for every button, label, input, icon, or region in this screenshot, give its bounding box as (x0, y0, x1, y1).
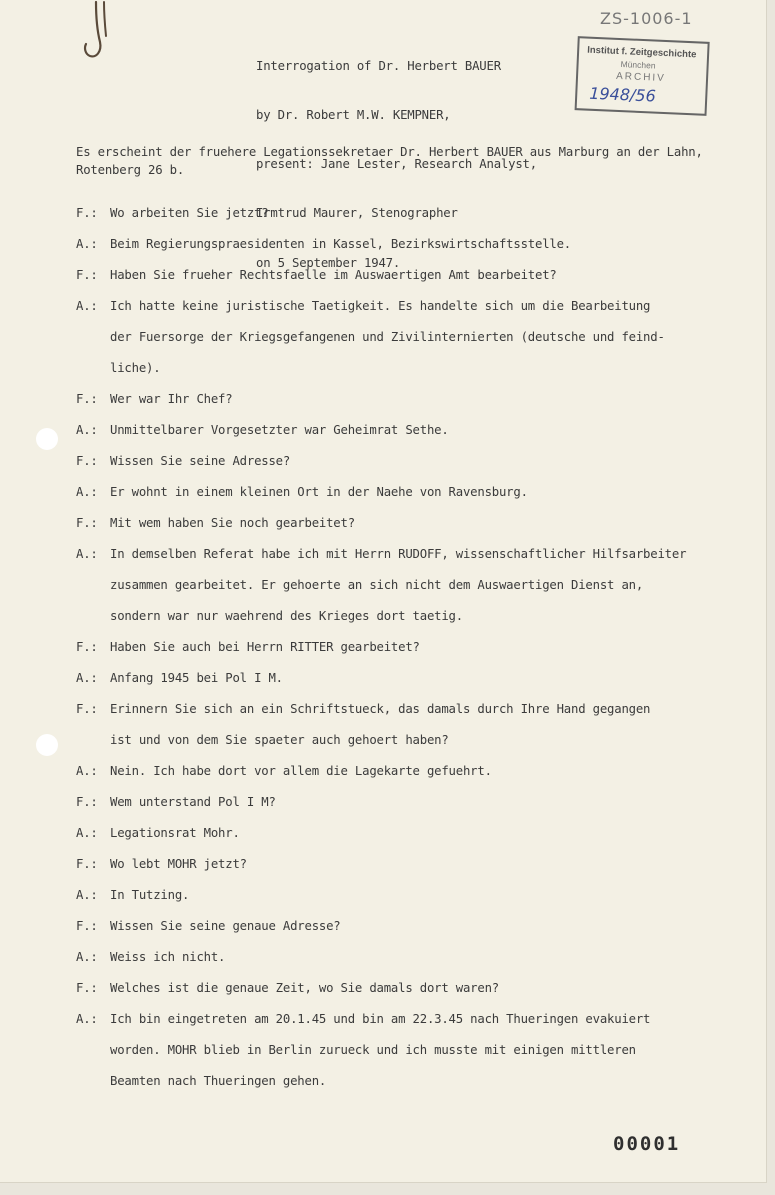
answer-text: liche). (110, 361, 161, 375)
answer-label: A.: (76, 547, 98, 561)
answer-label: A.: (76, 237, 98, 251)
answer-label: A.: (76, 950, 98, 964)
qa-entry (0, 260, 766, 291)
qa-entry (0, 849, 766, 880)
header-line: Interrogation of Dr. Herbert BAUER (256, 58, 501, 73)
question-text: Haben Sie auch bei Herrn RITTER gearbeitet? (110, 640, 420, 654)
answer-text: zusammen gearbeitet. Er gehoerte an sich nicht dem Auswaertigen Dienst an, (110, 578, 644, 592)
answer-text: Ich hatte keine juristische Taetigkeit. Es handelte sich um die Bearbeitung (110, 299, 651, 313)
punch-hole (36, 428, 58, 450)
header-line: Irmtrud Maurer, Stenographer (256, 206, 458, 221)
answer-label: A.: (76, 299, 98, 313)
answer-text: sondern war nur waehrend des Krieges dort taetig. (110, 609, 463, 623)
stamp-city: München (620, 59, 656, 71)
answer-label: A.: (76, 888, 98, 902)
answer-text: Er wohnt in einem kleinen Ort in der Naehe von Ravensburg. (110, 485, 528, 499)
answer-text: Beim Regierungspraesidenten in Kassel, Bezirkswirtschaftsstelle. (110, 237, 572, 251)
qa-entry (0, 539, 766, 632)
qa-entry (0, 911, 766, 942)
question-label: F.: (76, 795, 98, 809)
archive-stamp (574, 36, 709, 122)
question-label: F.: (76, 919, 98, 933)
header-line: by Dr. Robert M.W. KEMPNER, (256, 108, 451, 123)
qa-entry (0, 384, 766, 415)
qa-entry (0, 198, 766, 229)
qa-entry (0, 942, 766, 973)
qa-entry (0, 880, 766, 911)
answer-label: A.: (76, 764, 98, 778)
answer-text: Legationsrat Mohr. (110, 826, 240, 840)
question-text: Wer war Ihr Chef? (110, 392, 233, 406)
qa-entry (0, 787, 766, 818)
question-text: Erinnern Sie sich an ein Schriftstueck, das damals durch Ihre Hand gegangen (110, 702, 651, 716)
question-label: F.: (76, 516, 98, 530)
answer-label: A.: (76, 1012, 98, 1026)
answer-label: A.: (76, 826, 98, 840)
question-text: Haben Sie frueher Rechtsfaelle im Auswaertigen Amt bearbeitet? (110, 268, 557, 282)
question-text: Wo lebt MOHR jetzt? (110, 857, 247, 871)
question-label: F.: (76, 206, 98, 220)
header-line: present: Jane Lester, Research Analyst, (256, 157, 537, 172)
question-label: F.: (76, 702, 98, 716)
qa-entry (0, 663, 766, 694)
qa-entry (0, 229, 766, 260)
question-text: Wissen Sie seine Adresse? (110, 454, 291, 468)
qa-entry (0, 415, 766, 446)
page-number: 00001 (613, 1133, 681, 1155)
question-text: Mit wem haben Sie noch gearbeitet? (110, 516, 355, 530)
archive-handwritten-number: ZS-1006-1 (600, 9, 693, 28)
stamp-number: 1948/56 (588, 83, 657, 106)
handwritten-mark (82, 0, 122, 62)
stamp-institute: Institut f. Zeitgeschichte (586, 44, 697, 61)
stamp-label: ARCHIV (615, 70, 667, 85)
question-text: Wo arbeiten Sie jetzt? (110, 206, 269, 220)
qa-entry (0, 477, 766, 508)
question-label: F.: (76, 268, 98, 282)
answer-text: Anfang 1945 bei Pol I M. (110, 671, 283, 685)
question-text: ist und von dem Sie spaeter auch gehoert haben? (110, 733, 449, 747)
question-label: F.: (76, 981, 98, 995)
question-text: Wem unterstand Pol I M? (110, 795, 276, 809)
intro-paragraph: Es erscheint der fruehere Legationssekretaer Dr. Herbert BAUER aus Marburg an der Lahn, Rotenberg 26 b. (76, 145, 703, 177)
qa-entry (0, 291, 766, 384)
question-text: Wissen Sie seine genaue Adresse? (110, 919, 341, 933)
qa-entry (0, 446, 766, 477)
answer-text: Weiss ich nicht. (110, 950, 226, 964)
question-label: F.: (76, 392, 98, 406)
qa-entry (0, 973, 766, 1004)
answer-text: In demselben Referat habe ich mit Herrn RUDOFF, wissenschaftlicher Hilfsarbeiter (110, 547, 687, 561)
punch-hole (36, 734, 58, 756)
answer-text: Unmittelbarer Vorgesetzter war Geheimrat Sethe. (110, 423, 449, 437)
question-label: F.: (76, 857, 98, 871)
header-line: on 5 September 1947. (256, 255, 401, 270)
question-label: F.: (76, 454, 98, 468)
answer-label: A.: (76, 423, 98, 437)
answer-text: Nein. Ich habe dort vor allem die Lagekarte gefuehrt. (110, 764, 492, 778)
answer-label: A.: (76, 485, 98, 499)
answer-text: worden. MOHR blieb in Berlin zurueck und ich musste mit einigen mittleren (110, 1043, 636, 1057)
answer-text: In Tutzing. (110, 888, 190, 902)
qa-entry (0, 632, 766, 663)
qa-entry (0, 508, 766, 539)
qa-entry (0, 818, 766, 849)
qa-entry (0, 756, 766, 787)
qa-entry (0, 694, 766, 756)
answer-label: A.: (76, 671, 98, 685)
qa-entry (0, 1004, 766, 1097)
answer-text: der Fuersorge der Kriegsgefangenen und Zivilinternierten (deutsche und feind- (110, 330, 665, 344)
question-text: Welches ist die genaue Zeit, wo Sie damals dort waren? (110, 981, 499, 995)
answer-text: Beamten nach Thueringen gehen. (110, 1074, 327, 1088)
question-label: F.: (76, 640, 98, 654)
answer-text: Ich bin eingetreten am 20.1.45 und bin am 22.3.45 nach Thueringen evakuiert (110, 1012, 651, 1026)
